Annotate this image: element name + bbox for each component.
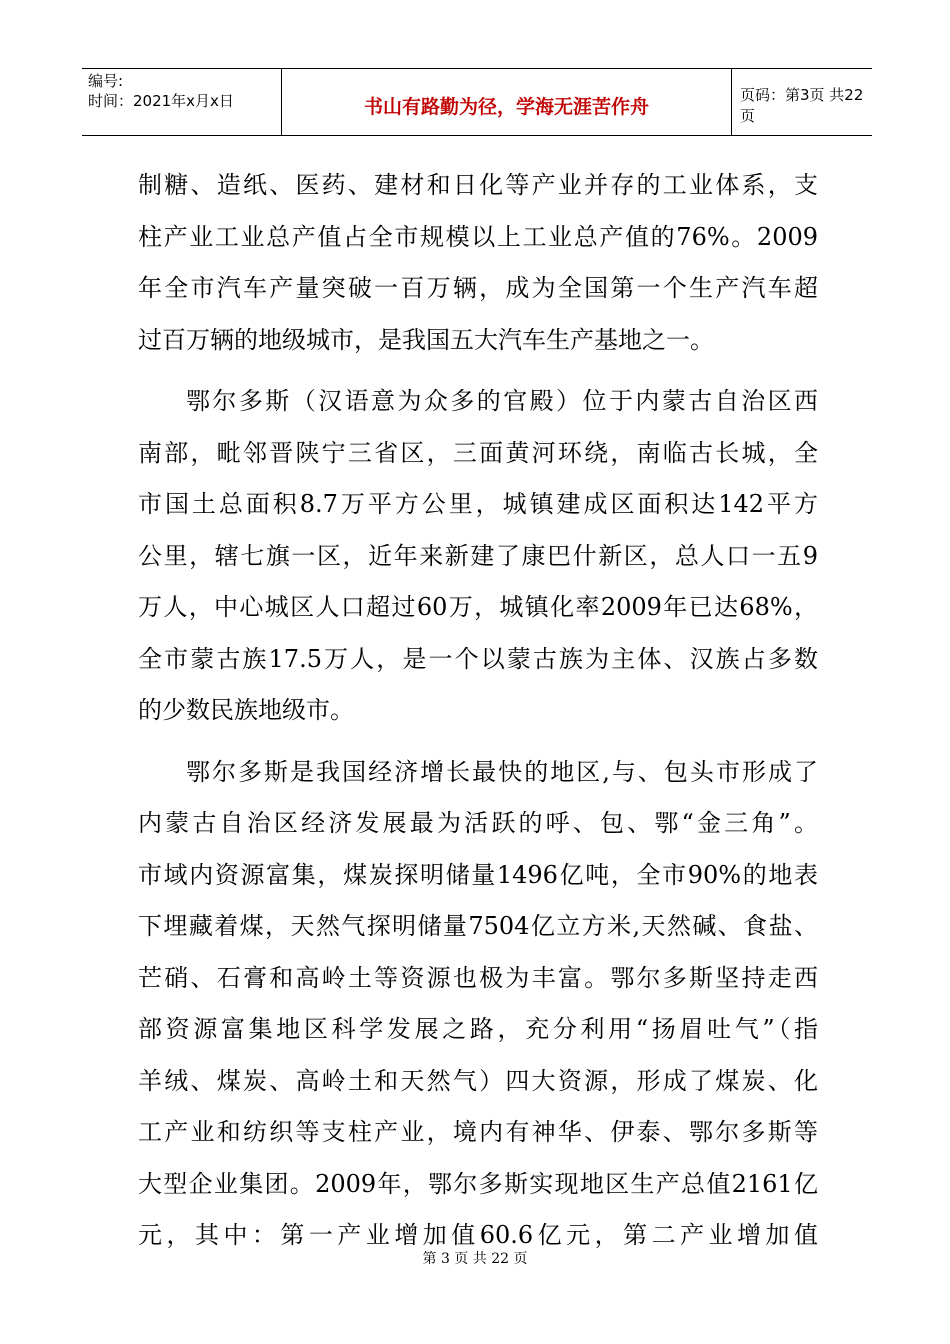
text-line: 的少数民族地级市。: [138, 696, 354, 724]
document-body: [138, 160, 818, 1262]
serial-number-label: 编号:: [88, 72, 124, 90]
text-line: 元，其中：第一产业增加值60.6亿元，第二产业增加值: [138, 1221, 818, 1249]
text-line: 南部，毗邻晋陕宁三省区，三面黄河环绕，南临古长城，全: [138, 438, 818, 467]
page-header: [82, 68, 872, 136]
text-line: 年全市汽车产量突破一百万辆，成为全国第一个生产汽车超: [138, 274, 818, 302]
header-meta: [82, 69, 282, 135]
text-line: 部资源富集地区科学发展之路，充分利用“扬眉吐气”（指: [138, 1015, 818, 1043]
text-line: 市国土总面积8.7万平方公里，城镇建成区面积达142平方: [138, 490, 818, 518]
text-line: 羊绒、煤炭、高岭土和天然气）四大资源，形成了煤炭、化: [138, 1066, 818, 1095]
paragraph: [138, 747, 818, 1262]
text-line: 制糖、造纸、医药、建材和日化等产业并存的工业体系，支: [138, 171, 818, 199]
text-line: 内蒙古自治区经济发展最为活跃的呼、包、鄂“金三角”。: [138, 809, 818, 837]
text-line: 市域内资源富集，煤炭探明储量1496亿吨，全市90%的地表: [138, 860, 818, 889]
text-line: 工产业和纺织等支柱产业，境内有神华、伊泰、鄂尔多斯等: [138, 1118, 818, 1146]
paragraph: [138, 160, 818, 366]
page-footer: 第 3 页 共 22 页: [422, 1251, 528, 1267]
text-line: 鄂尔多斯（汉语意为众多的官殿）位于内蒙古自治区西: [186, 387, 818, 415]
text-line: 芒硝、石膏和高岭土等资源也极为丰富。鄂尔多斯坚持走西: [138, 963, 818, 992]
header-motto: 书山有路勤为径，学海无涯苦作舟: [282, 69, 732, 135]
text-line: 万人，中心城区人口超过60万，城镇化率2009年已达68%，: [138, 593, 818, 621]
text-line: 大型企业集团。2009年，鄂尔多斯实现地区生产总值2161亿: [138, 1169, 818, 1198]
text-line: 鄂尔多斯是我国经济增长最快的地区,与、包头市形成了: [186, 757, 818, 786]
header-page-info: 页码：第3页 共22页: [740, 86, 864, 125]
paragraph: [138, 376, 818, 737]
text-line: 柱产业工业总产值占全市规模以上工业总产值的76%。2009: [138, 222, 818, 251]
text-line: 下埋藏着煤，天然气探明储量7504亿立方米,天然碱、食盐、: [138, 912, 818, 940]
text-line: 过百万辆的地级城市，是我国五大汽车生产基地之一。: [138, 325, 714, 354]
time-label: 时间：2021年x月x日: [88, 92, 234, 110]
text-line: 全市蒙古族17.5万人，是一个以蒙古族为主体、汉族占多数: [138, 644, 818, 673]
text-line: 公里，辖七旗一区，近年来新建了康巴什新区，总人口一五9: [138, 541, 818, 570]
